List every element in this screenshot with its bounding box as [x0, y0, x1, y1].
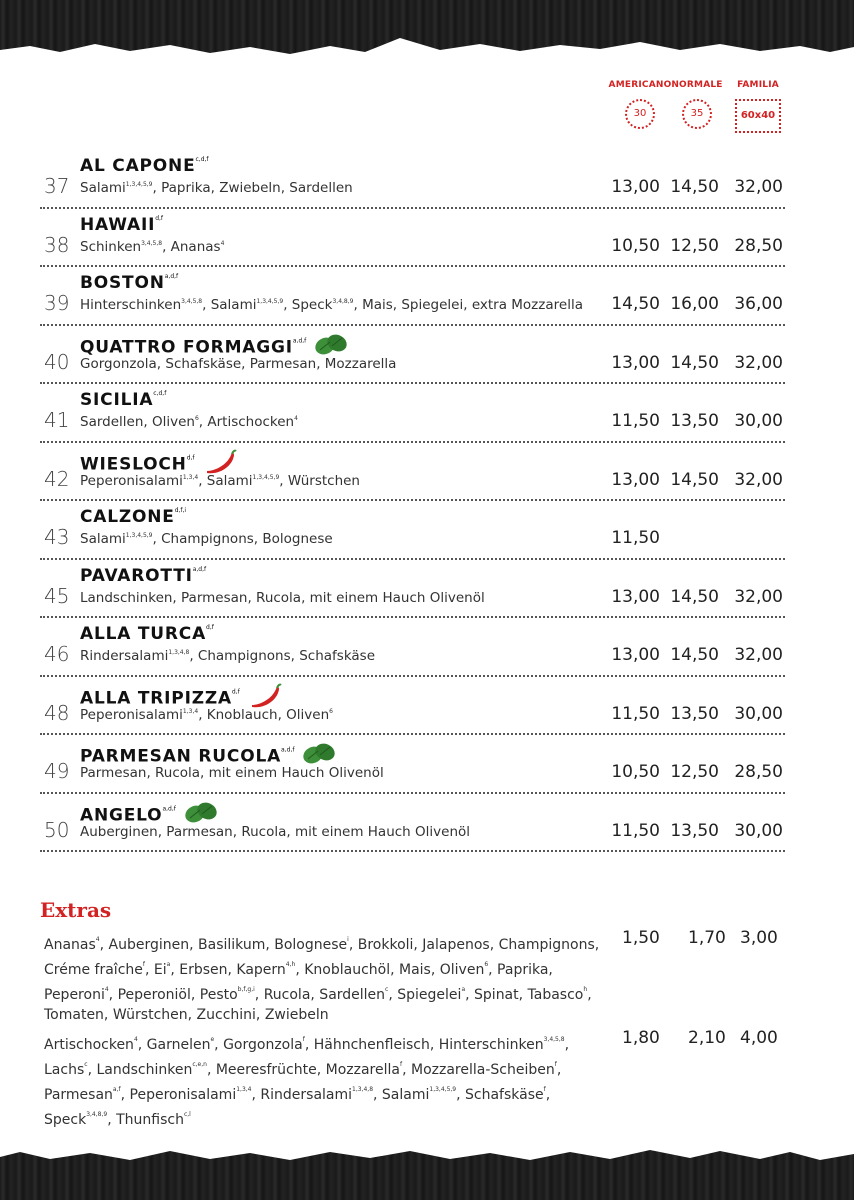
price-normale: 12,50	[670, 762, 719, 782]
text-run: , Meeresfrüchte, Mozzarella	[206, 1062, 400, 1078]
item-ingredients	[80, 707, 333, 723]
item-name	[80, 624, 214, 644]
price-familia: 32,00	[734, 645, 783, 665]
allergen-code: 4	[133, 1036, 138, 1043]
size-normale	[662, 80, 732, 129]
text-run: , Champignons, Schafskäse	[189, 648, 376, 664]
item-ingredients	[80, 473, 360, 489]
item-ingredients	[80, 297, 583, 313]
menu-item	[40, 560, 785, 619]
allergen-code: a,d,f	[192, 565, 207, 573]
price-americano: 13,00	[611, 469, 660, 490]
text-run: , Würstchen	[279, 472, 360, 489]
menu-item	[40, 384, 785, 443]
extras-title: Extras	[40, 898, 112, 922]
allergen-code: 4	[220, 239, 225, 247]
menu-item	[40, 794, 785, 853]
allergen-code: e	[210, 1036, 215, 1043]
extras-price-familia: 4,00	[740, 1028, 778, 1048]
item-ingredients	[80, 180, 353, 196]
item-name	[80, 156, 209, 176]
price-americano: 10,50	[611, 762, 660, 782]
item-number: 42	[44, 466, 70, 491]
allergen-code: 1,3,4	[236, 1086, 252, 1093]
allergen-code: c	[84, 1061, 88, 1068]
item-number: 45	[44, 583, 70, 608]
basil-icon	[314, 332, 348, 358]
allergen-code: a,d,f	[281, 746, 295, 754]
text-run: , Peperoniöl, Pesto	[108, 987, 238, 1003]
text-run: Parmesan, Rucola, mit einem Hauch Olivenöl	[80, 765, 384, 781]
item-name-text: BOSTON	[80, 273, 165, 293]
size-label: NORMALE	[671, 80, 723, 90]
text-run: , Speck	[283, 297, 333, 313]
price-americano: 13,00	[611, 586, 660, 607]
text-run: , Hähnchenfleisch, Hinterschinken	[304, 1037, 544, 1053]
allergen-code: 4,h	[285, 961, 296, 968]
extras-price-familia: 3,00	[740, 928, 778, 948]
allergen-code: 6	[194, 415, 199, 422]
allergen-code: d,f	[231, 688, 240, 695]
item-name-text: QUATTRO FORMAGGI	[80, 337, 293, 357]
price-normale: 14,50	[670, 586, 719, 607]
price-normale: 14,50	[670, 645, 719, 665]
item-number: 39	[44, 291, 70, 315]
allergen-code: a,d,f	[292, 337, 307, 344]
menu-item	[40, 150, 785, 209]
text-run: Auberginen, Parmesan, Rucola, mit einem Hauch Olivenöl	[80, 823, 471, 840]
price-normale: 14,50	[670, 352, 719, 373]
menu-item	[40, 443, 785, 502]
item-number: 43	[44, 525, 70, 549]
text-run: Rindersalami	[80, 648, 169, 664]
allergen-code: 1,3,4	[182, 707, 199, 715]
allergen-code: 1,3,4,8	[352, 1086, 374, 1093]
price-normale: 13,50	[670, 411, 719, 431]
item-number: 41	[44, 408, 70, 432]
item-name	[80, 215, 163, 235]
allergen-code: a	[166, 961, 171, 968]
text-run: , Speck	[44, 1087, 551, 1128]
allergen-code: 6	[484, 961, 489, 968]
allergen-code: 4	[104, 986, 109, 993]
extras-price-americano: 1,50	[622, 928, 660, 948]
price-americano: 13,00	[611, 645, 660, 665]
price-familia: 30,00	[734, 820, 783, 841]
item-name	[80, 507, 186, 527]
item-name-text: AL CAPONE	[80, 156, 196, 176]
price-familia: 30,00	[734, 411, 783, 431]
pizza-menu-list	[40, 150, 785, 852]
text-run: , Auberginen, Basilikum, Bolognese	[99, 937, 348, 953]
text-run: , Garnelen	[137, 1037, 211, 1053]
text-run: Schinken	[80, 238, 142, 255]
allergen-code: c,d,f	[153, 390, 167, 397]
text-run: Hinterschinken	[80, 297, 182, 313]
allergen-code: 1,3,4,5,9	[429, 1086, 457, 1093]
item-name-text: SICILIA	[80, 390, 154, 410]
text-run: , Thunfisch	[107, 1112, 184, 1128]
size-familia	[723, 80, 793, 133]
allergen-code: c	[385, 986, 389, 993]
allergen-code: f	[399, 1061, 403, 1068]
item-name	[80, 566, 206, 586]
extras-price-normale: 2,10	[688, 1028, 726, 1048]
text-run: , Peperonisalami	[120, 1087, 237, 1103]
text-run: Artischocken	[44, 1037, 134, 1053]
menu-item	[40, 326, 785, 385]
extras-group-2	[44, 1030, 604, 1130]
text-run: Ananas	[44, 937, 96, 953]
allergen-code: 1,3,4,5,9	[125, 181, 153, 188]
menu-item	[40, 267, 785, 326]
allergen-code: c,l	[183, 1111, 191, 1118]
allergen-code: f	[543, 1086, 546, 1093]
item-ingredients	[80, 356, 396, 372]
item-name-text: HAWAII	[80, 214, 156, 235]
allergen-code: 3,4,5,8	[141, 239, 163, 247]
allergen-code: 1,3,4	[182, 473, 199, 481]
item-number: 37	[44, 174, 70, 198]
extras-group-1	[44, 930, 604, 1025]
allergen-code: d,f,i	[174, 507, 187, 514]
item-number: 40	[44, 349, 70, 374]
price-familia: 32,00	[734, 352, 783, 373]
item-ingredients	[80, 414, 298, 430]
text-run: , Knoblauch, Oliven	[198, 706, 330, 723]
allergen-code: 4	[95, 936, 100, 943]
chili-icon	[248, 683, 282, 709]
text-run: , Lachs	[44, 1037, 570, 1078]
item-name	[80, 390, 166, 410]
price-normale: 14,50	[670, 177, 719, 197]
price-americano: 11,50	[611, 703, 660, 724]
price-normale: 14,50	[670, 469, 719, 490]
allergen-code: b,f,g,i	[237, 986, 255, 993]
allergen-code: 1,3,4,5,9	[252, 473, 280, 481]
text-run: , Ei	[145, 962, 167, 978]
price-familia: 28,50	[734, 235, 783, 256]
menu-item	[40, 677, 785, 736]
basil-icon	[184, 800, 218, 826]
text-run: , Artischocken	[198, 414, 295, 430]
price-americano: 14,50	[611, 294, 660, 314]
item-number: 38	[44, 232, 70, 257]
extras-price-americano: 1,80	[622, 1028, 660, 1048]
item-ingredients	[80, 648, 375, 664]
menu-item	[40, 618, 785, 677]
item-name-text: ALLA TURCA	[80, 624, 207, 644]
text-run: , Schafskäse	[456, 1087, 544, 1103]
allergen-code: c,d,f	[195, 156, 209, 163]
allergen-code: f	[302, 1036, 305, 1043]
size-badge: 35	[682, 99, 712, 129]
menu-item	[40, 735, 785, 794]
text-run: , Landschinken	[87, 1062, 193, 1078]
allergen-code: c,e,n	[192, 1061, 207, 1068]
price-familia: 28,50	[734, 762, 783, 782]
text-run: Salami	[80, 180, 126, 196]
price-familia: 32,00	[734, 177, 783, 197]
price-americano: 13,00	[611, 177, 660, 197]
item-name-text: PAVAROTTI	[80, 565, 193, 586]
price-americano: 11,50	[611, 411, 660, 431]
item-ingredients	[80, 824, 470, 840]
size-header	[600, 80, 790, 140]
price-familia: 36,00	[734, 294, 783, 314]
price-familia: 32,00	[734, 469, 783, 490]
item-name-text: PARMESAN RUCOLA	[80, 746, 282, 767]
allergen-code: i	[347, 936, 349, 943]
text-run: , Mozzarella-Scheiben	[402, 1062, 555, 1078]
price-americano: 11,50	[611, 820, 660, 841]
text-run: , Parmesan	[44, 1062, 562, 1103]
allergen-code: a,d,f	[162, 805, 176, 812]
text-run: Sardellen, Oliven	[80, 414, 195, 430]
menu-item	[40, 501, 785, 560]
price-familia: 32,00	[734, 586, 783, 607]
item-name-text: ALLA TRIPIZZA	[80, 688, 232, 708]
price-americano: 10,50	[611, 235, 660, 256]
price-familia: 30,00	[734, 703, 783, 724]
text-run: , Salami	[373, 1087, 430, 1103]
allergen-code: a,f	[112, 1086, 121, 1093]
price-americano: 13,00	[611, 352, 660, 373]
allergen-code: 3,4,5,8	[181, 298, 203, 305]
price-normale: 12,50	[670, 235, 719, 256]
allergen-code: 3,4,8,9	[86, 1111, 108, 1118]
allergen-code: d,f	[206, 624, 214, 631]
item-ingredients	[80, 239, 224, 255]
price-americano: 11,50	[611, 528, 660, 548]
size-badge: 60x40	[735, 99, 781, 133]
allergen-code: 1,3,4,8	[168, 649, 190, 656]
allergen-code: 4	[294, 415, 298, 422]
size-label: FAMILIA	[737, 80, 779, 90]
item-ingredients	[80, 531, 333, 547]
allergen-code: h	[583, 986, 588, 993]
size-badge: 30	[625, 99, 655, 129]
text-run: Landschinken, Parmesan, Rucola, mit einem Hauch Olivenöl	[80, 589, 485, 606]
item-number: 46	[44, 642, 70, 666]
allergen-code: a,d,f	[164, 273, 179, 280]
item-name-text: WIESLOCH	[80, 454, 187, 474]
allergen-code: 3,4,8,9	[332, 298, 354, 305]
item-number: 49	[44, 759, 70, 783]
item-ingredients	[80, 765, 384, 781]
text-run: , Tomaten, Würstchen, Zucchini, Zwiebeln	[44, 987, 592, 1023]
torn-paper-edge-top	[0, 32, 854, 72]
item-name-text: ANGELO	[80, 805, 163, 825]
text-run: , Knoblauchöl, Mais, Oliven	[295, 962, 485, 978]
basil-icon	[302, 741, 336, 767]
text-run: , Paprika, Zwiebeln, Sardellen	[152, 180, 353, 196]
text-run: , Spinat, Tabasco	[465, 987, 584, 1003]
text-run: , Salami	[202, 297, 257, 313]
allergen-code: 6	[329, 707, 333, 715]
price-normale: 13,50	[670, 703, 719, 724]
text-run: Salami	[80, 531, 126, 547]
text-run: , Paprika, Peperoni	[44, 962, 553, 1003]
text-run: , Salami	[198, 472, 253, 489]
text-run: , Gorgonzola	[214, 1037, 303, 1053]
text-run: , Rindersalami	[251, 1087, 353, 1103]
text-run: Gorgonzola, Schafskäse, Parmesan, Mozzarella	[80, 355, 397, 372]
item-ingredients	[80, 590, 485, 606]
item-name-text: CALZONE	[80, 507, 175, 527]
allergen-code: f	[554, 1061, 557, 1068]
text-run: , Spiegelei	[388, 987, 462, 1003]
item-number: 48	[44, 700, 70, 725]
item-name	[80, 273, 178, 293]
text-run: , Rucola, Sardellen	[254, 987, 386, 1003]
extras-price-normale: 1,70	[688, 928, 726, 948]
price-normale: 16,00	[670, 294, 719, 314]
allergen-code: 3,4,5,8	[543, 1036, 565, 1043]
allergen-code: 1,3,4,5,9	[256, 298, 284, 305]
text-run: , Champignons, Bolognese	[152, 531, 333, 547]
allergen-code: d,f	[155, 214, 164, 222]
chili-icon	[203, 449, 237, 475]
text-run: , Mais, Spiegelei, extra Mozzarella	[353, 297, 583, 313]
item-number: 50	[44, 817, 70, 842]
menu-item	[40, 209, 785, 268]
text-run: , Brokkoli, Jalapenos, Champignons, Créme fraîche	[44, 937, 600, 978]
allergen-code: a	[461, 986, 466, 993]
price-normale: 13,50	[670, 820, 719, 841]
allergen-code: d,f	[186, 454, 195, 461]
text-run: , Ananas	[162, 238, 221, 255]
text-run: Peperonisalami	[80, 706, 183, 723]
size-label: AMERICANO	[608, 80, 672, 90]
allergen-code: f	[142, 961, 145, 968]
allergen-code: 1,3,4,5,9	[125, 532, 153, 539]
text-run: Peperonisalami	[80, 472, 183, 489]
torn-paper-edge-bottom	[0, 1132, 854, 1172]
text-run: , Erbsen, Kapern	[170, 962, 286, 978]
